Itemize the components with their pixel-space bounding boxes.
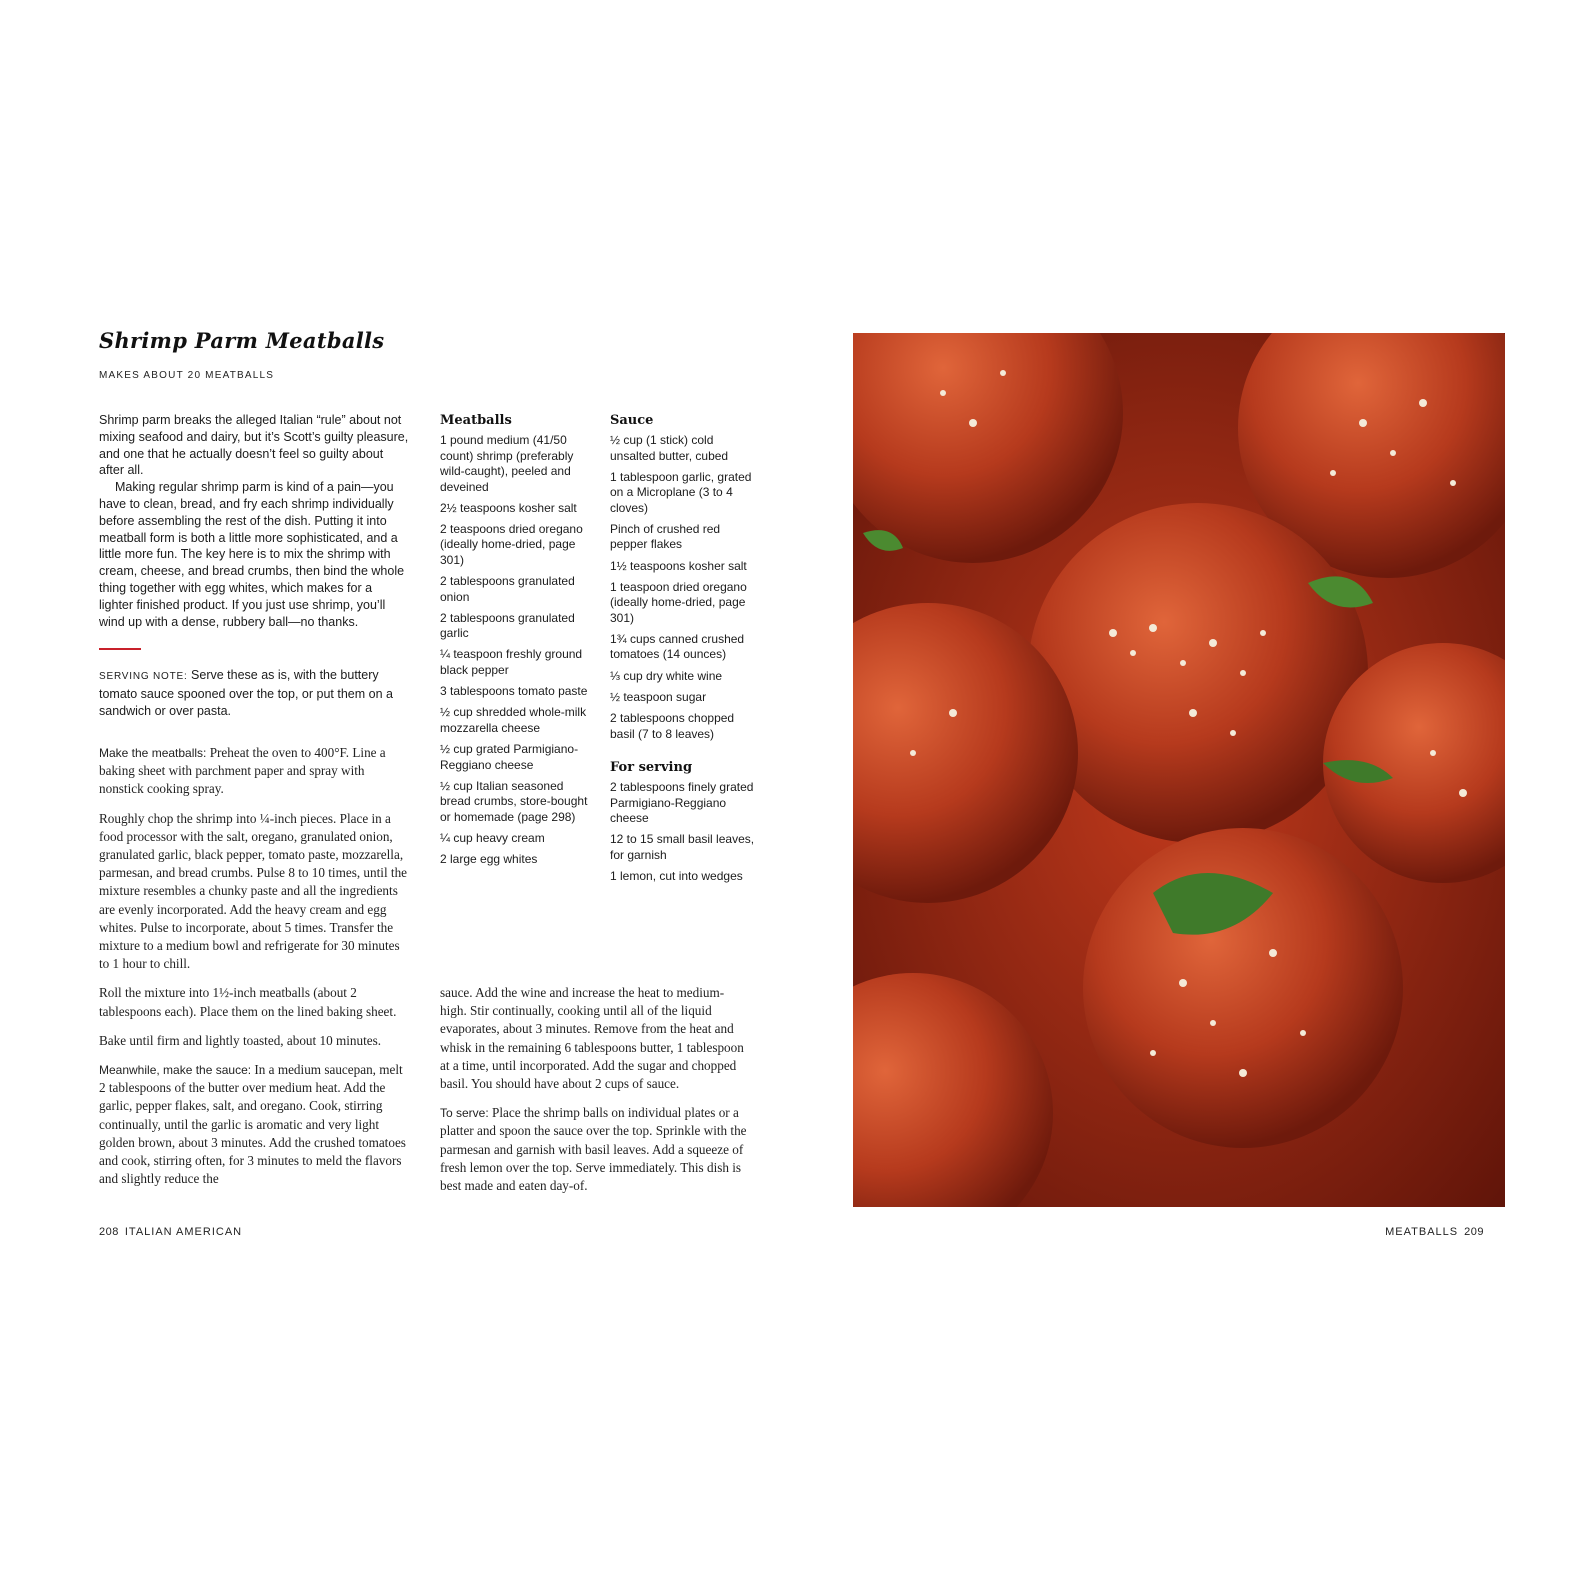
method-step-label: To serve: — [440, 1106, 489, 1121]
ingredient-item: 2 tablespoons granulated garlic — [440, 610, 575, 641]
ingredient-item: ½ cup grated Parmigiano-Reggiano cheese — [440, 742, 579, 772]
ingredient-list-serving — [610, 780, 760, 884]
ingredient-item: 2 tablespoons finely grated Parmigiano-Reggiano cheese — [610, 780, 754, 825]
ingredient-item: 2 large egg whites — [440, 852, 538, 867]
ingredient-item: 2 tablespoons granulated onion — [440, 574, 575, 604]
method-step: Roughly chop the shrimp into ¼-inch pieces. Place in a food processor with the salt, oregano, granulated onion, granulated garlic, black pepper, tomato paste, mozzarella, parmesan, and bread crumbs. Pulse 8 to 10 times, until the mixture resembles a chunky paste and all the ingredients are evenly incorporated. Add the heavy cream and egg whites. Pulse to incorporate, about 5 times. Transfer the mixture to a medium bowl and refrigerate for 30 minutes to 1 hour to chill. — [99, 810, 408, 972]
method-step: Bake until firm and lightly toasted, about 10 minutes. — [99, 1032, 382, 1048]
ingredient-item: 1 tablespoon garlic, grated on a Microplane (3 to 4 cloves) — [610, 469, 752, 515]
recipe-title: Shrimp Parm Meatballs — [99, 328, 385, 353]
ingredient-item: Pinch of crushed red pepper flakes — [610, 521, 721, 552]
ingredients-heading-meatballs: Meatballs — [440, 413, 512, 428]
meatball — [1083, 828, 1403, 1148]
method-step-continued: sauce. Add the wine and increase the heat to medium-high. Stir continually, cooking until all of the liquid evaporates, about 3 minutes. Remove from the heat and whisk in the remaining 6 tablespoons butter, 1 tablespoon at a time, until incorporated. Add the sugar and chopped basil. You should have about 2 cups of sauce. — [440, 985, 744, 1092]
method-column-1 — [99, 744, 409, 1199]
section-name-left: ITALIAN AMERICAN — [124, 1226, 243, 1238]
method-step: Roll the mixture into 1½-inch meatballs (about 2 tablespoons each). Place them on the lined baking sheet. — [99, 985, 397, 1019]
meatball — [1028, 503, 1368, 843]
method-step — [440, 1104, 750, 1195]
ingredient-list-sauce — [610, 433, 760, 742]
ingredient-item: 1¾ cups canned crushed tomatoes (14 ounces) — [610, 631, 745, 662]
serving-note-label: SERVING NOTE: — [99, 671, 188, 682]
recipe-yield: MAKES ABOUT 20 MEATBALLS — [99, 370, 275, 381]
method-step-label: Meanwhile, make the sauce: — [99, 1063, 252, 1078]
ingredient-item: 1 lemon, cut into wedges — [610, 868, 743, 883]
page-footer-right — [1385, 1226, 1484, 1238]
ingredient-item: 1 pound medium (41/50 count) shrimp (preferably wild-caught), peeled and deveined — [440, 433, 574, 494]
ingredient-item: ½ cup shredded whole-milk mozzarella cheese — [440, 705, 587, 735]
ingredient-list-meatballs — [440, 433, 590, 868]
meatballs-photo — [853, 333, 1505, 1207]
method-step-text: Preheat the oven to 400°F. Line a baking sheet with parchment paper and spray with nonstick cooking spray. — [99, 745, 386, 797]
ingredient-item: 1 teaspoon dried oregano (ideally home-dried, page 301) — [610, 579, 747, 625]
ingredients-heading-serving: For serving — [610, 760, 693, 775]
ingredient-item: 2 tablespoons chopped basil (7 to 8 leaves) — [610, 711, 735, 741]
ingredient-item: 2½ teaspoons kosher salt — [440, 500, 577, 515]
ingredients-heading-sauce: Sauce — [610, 413, 654, 428]
serving-note — [99, 667, 409, 719]
method-step — [99, 744, 409, 799]
method-column-2 — [440, 984, 750, 1206]
method-step — [99, 1061, 409, 1188]
intro-paragraph-1: Shrimp parm breaks the alleged Italian “rule” about not mixing seafood and dairy, but it’s Scott’s guilty pleasure, and one that he actually doesn’t feel so guilty about after all. — [99, 413, 409, 478]
method-step-text: Place the shrimp balls on individual plates or a platter and spoon the sauce over the top. Sprinkle with the parmesan and garnish with basil leaves. Add a squeeze of fresh lemon over the top. Serve immediately. This dish is best made and eaten day-of. — [440, 1105, 747, 1194]
ingredients-meatballs — [440, 413, 590, 873]
ingredient-item: ¼ teaspoon freshly ground black pepper — [440, 647, 583, 677]
section-name-right: MEATBALLS — [1385, 1226, 1459, 1238]
meatballs-illustration — [853, 333, 1505, 1207]
serving-note-text: Serve these as is, with the buttery tomato sauce spooned over the top, or put them on a sandwich or over pasta. — [99, 668, 393, 718]
recipe-intro — [99, 412, 409, 630]
intro-paragraph-2: Making regular shrimp parm is kind of a pain—you have to clean, bread, and fry each shrimp individually before assembling the rest of the dish. Putting it into meatball form is both a little more sophisticated, and a little more fun. The key here is to mix the shrimp with cream, cheese, and bread crumbs, then bind the whole thing together with egg whites, which makes for a lighter finished product. If you just use shrimp, you’ll wind up with a dense, rubbery ball—no thanks. — [99, 480, 405, 629]
ingredient-item: 12 to 15 small basil leaves, for garnish — [610, 832, 755, 862]
method-step-text: In a medium saucepan, melt 2 tablespoons of the butter over medium heat. Add the garlic, pepper flakes, salt, and oregano. Cook, stirring continually, until the garlic is aromatic and very light golden brown, about 3 minutes. Add the crushed tomatoes and cook, stirring often, for 3 minutes to meld the flavors and slightly reduce the — [99, 1062, 406, 1187]
ingredient-item: ½ teaspoon sugar — [610, 689, 707, 704]
ingredients-sauce-serving — [610, 413, 760, 890]
ingredient-item: 3 tablespoons tomato paste — [440, 684, 588, 699]
page-number-left: 208 — [99, 1226, 119, 1238]
ingredient-item: ½ cup (1 stick) cold unsalted butter, cubed — [610, 433, 729, 463]
page-footer-left — [99, 1226, 242, 1238]
ingredient-item: ¼ cup heavy cream — [440, 830, 545, 845]
page-number-right: 209 — [1464, 1226, 1484, 1238]
ingredient-item: ⅓ cup dry white wine — [610, 668, 723, 683]
ingredient-item: ½ cup Italian seasoned bread crumbs, store-bought or homemade (page 298) — [440, 778, 588, 824]
ingredient-item: 2 teaspoons dried oregano (ideally home-dried, page 301) — [440, 521, 583, 567]
ingredient-item: 1½ teaspoons kosher salt — [610, 558, 747, 573]
section-divider — [99, 648, 141, 650]
method-step-label: Make the meatballs: — [99, 746, 207, 760]
